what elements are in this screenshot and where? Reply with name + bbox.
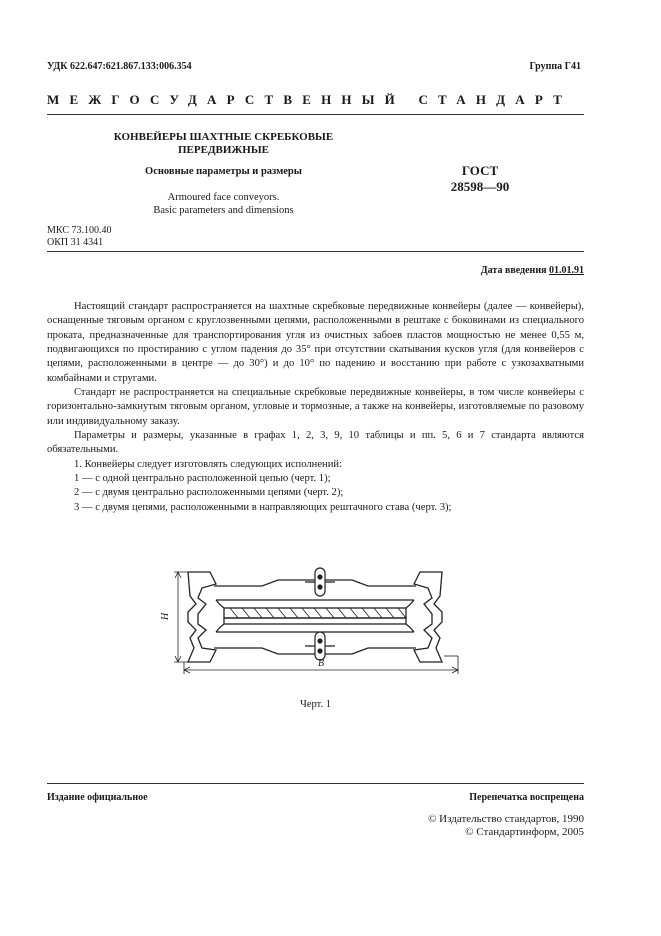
copyright-1990: © Издательство стандартов, 1990 <box>428 813 584 825</box>
lower-chain-link <box>305 632 335 660</box>
udk-code: УДК 622.647:621.867.133:006.354 <box>47 61 192 72</box>
figure-caption: Черт. 1 <box>300 699 331 710</box>
gost-label: ГОСТ <box>461 163 499 178</box>
title-line-2: ПЕРЕДВИЖНЫЕ <box>178 144 269 156</box>
intro-date-label: Дата введения <box>480 265 547 276</box>
mks-code: МКС 73.100.40 <box>47 225 112 236</box>
body-text <box>47 300 584 515</box>
document-subtitle: Основные параметры и размеры <box>145 166 302 177</box>
dimension-h-label: H <box>160 612 171 620</box>
group-code: Группа Г41 <box>529 61 581 72</box>
dimension-b-label: B <box>318 658 325 669</box>
english-title <box>47 191 400 217</box>
item-1: 1. Конвейеры следует изготовлять следующих исполнений: <box>74 458 342 470</box>
gost-number: 28598—90 <box>450 179 510 194</box>
paragraph-exclusions: Стандарт не распространяется на специальные скребковые передвижные конвейеры, в том числе конвейеры с горизонтально-замкнутым тяговым органом, угловые и тормозные, а также на конвейеры, изготовляемые по разовому или индивидуальному заказу. <box>47 387 584 427</box>
header-divider <box>47 114 584 115</box>
document-title <box>47 131 400 157</box>
paragraph-scope: Настоящий стандарт распространяется на шахтные скребковые передвижные конвейеры (далее — конвейеры), оснащенные тяговым органом с круглозвенными цепями, расположенными в рештаке с боковинами из специального проката, предназначенные для транспортирования угля из очистных забоев пластов мощностью не менее 0,55 м, подвигающихся по простиранию с углом падения до 35° при отсутствии скатывания кусков угля (для конвейеров с цепями, расположенными в центре — до 30°) и до 10° по падению и восстанию при работе с узкозахватными комбайнами и стругами. <box>47 301 584 384</box>
title-line-1: КОНВЕЙЕРЫ ШАХТНЫЕ СКРЕБКОВЫЕ <box>113 131 334 143</box>
official-edition: Издание официальное <box>47 792 148 803</box>
right-profile <box>414 572 442 662</box>
gost-block <box>420 163 540 195</box>
standard-banner: МЕЖГОСУДАРСТВЕННЫЙ СТАНДАРТ <box>47 92 573 107</box>
copyright-2005: © Стандартинформ, 2005 <box>465 826 584 838</box>
intro-date <box>481 265 584 276</box>
paragraph-mandatory: Параметры и размеры, указанные в графах 1, 2, 3, 9, 10 таблицы и пп. 5, 6 и 7 стандарта являются обязательными. <box>47 430 584 456</box>
left-profile <box>188 572 216 662</box>
conveyor-cross-section-drawing <box>150 560 480 685</box>
item-1-variant-2: 2 — с двумя центрально расположенными цепями (черт. 2); <box>74 487 344 499</box>
upper-chain-link <box>305 568 335 596</box>
english-title-line-1: Armoured face conveyors. <box>167 192 280 203</box>
item-1-variant-1: 1 — с одной центрально расположенной цепью (черт. 1); <box>74 473 331 485</box>
footer-divider <box>47 783 584 784</box>
copyright-block <box>428 813 584 839</box>
item-1-variant-3: 3 — с двумя цепями, расположенными в направляющих рештачного става (черт. 3); <box>74 501 452 513</box>
intro-date-value: 01.01.91 <box>549 265 584 276</box>
english-title-line-2: Basic parameters and dimensions <box>153 205 294 216</box>
okp-code: ОКП 31 4341 <box>47 237 104 248</box>
reprint-prohibited: Перепечатка воспрещена <box>469 792 584 803</box>
classification-codes <box>47 225 111 249</box>
title-divider <box>47 251 584 252</box>
